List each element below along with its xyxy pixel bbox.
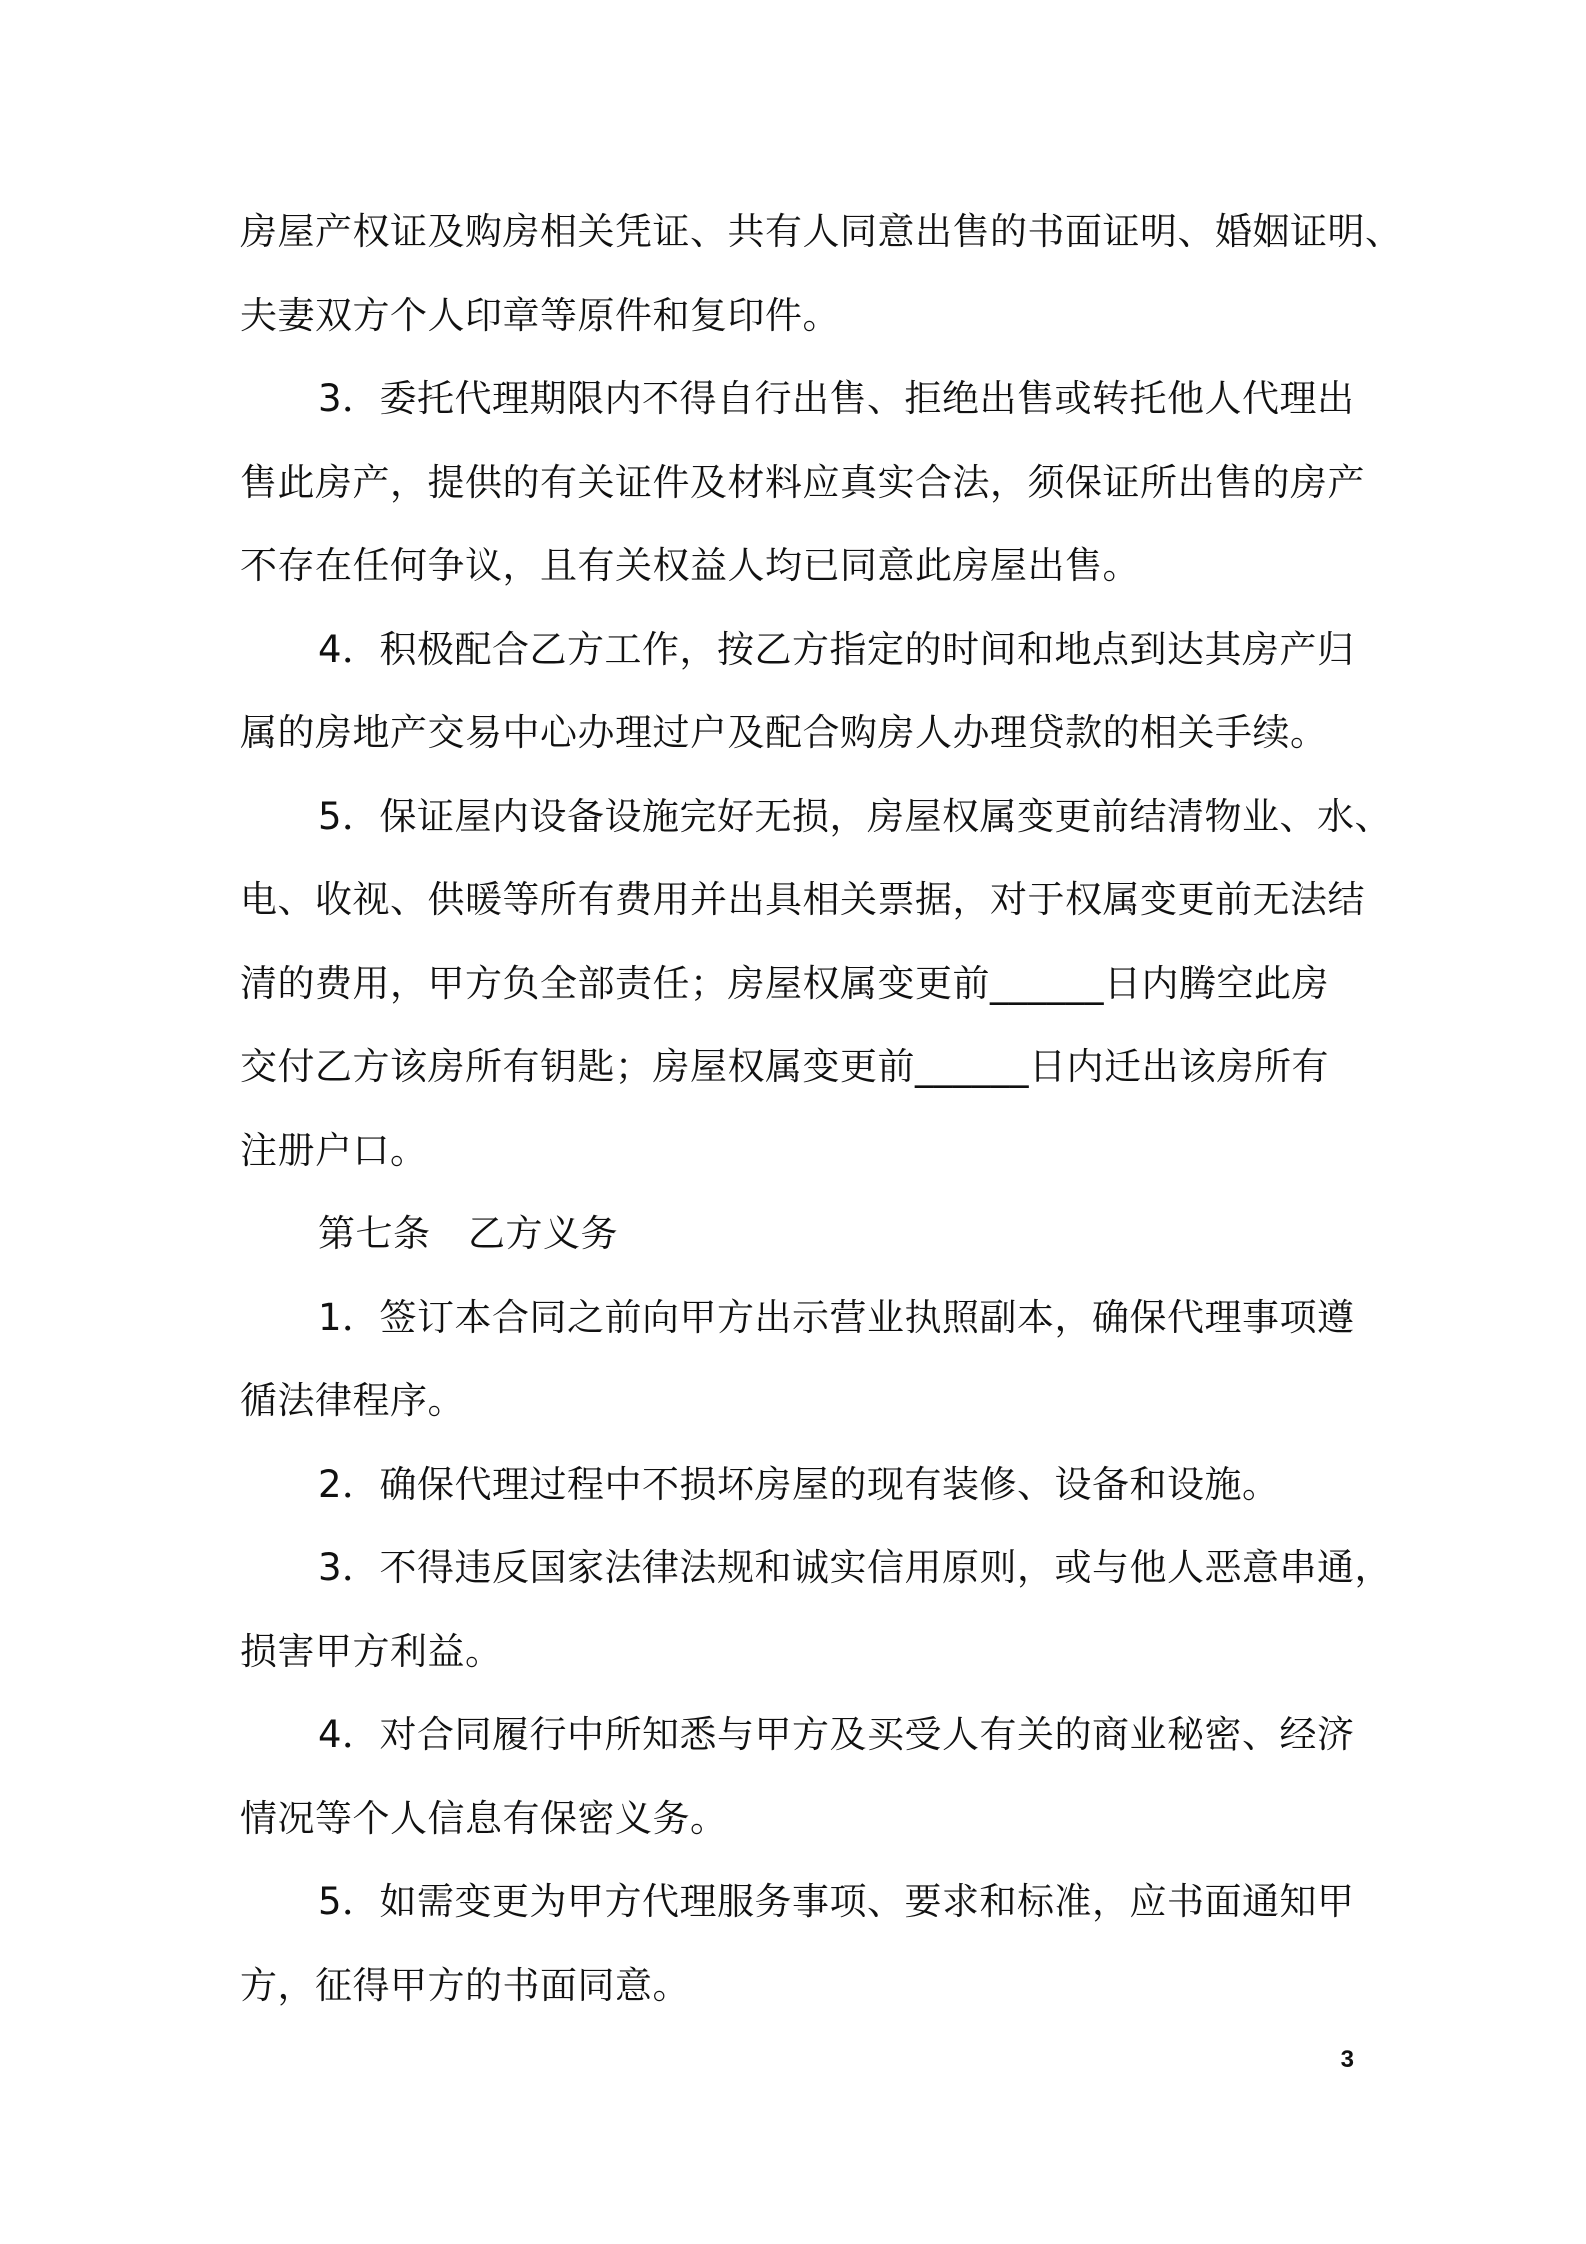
text-line: 情况等个人信息有保密义务。 xyxy=(240,1796,728,1840)
text-line: 不存在任何争议，且有关权益人均已同意此房屋出售。 xyxy=(240,544,1140,587)
section-heading: 第七条 乙方义务 xyxy=(318,1212,618,1255)
text-line: 房屋产权证及购房相关凭证、共有人同意出售的书面证明、婚姻证明、 xyxy=(240,210,1403,253)
page-number: 3 xyxy=(1340,2046,1354,2073)
text-line: 方，征得甲方的书面同意。 xyxy=(240,1963,690,2007)
text-line: 5．保证屋内设备设施完好无损，房屋权属变更前结清物业、水、 xyxy=(318,794,1393,838)
text-line: 3．不得违反国家法律法规和诚实信用原则，或与他人恶意串通， xyxy=(318,1546,1393,1589)
text-line: 5．如需变更为甲方代理服务事项、要求和标准，应书面通知甲 xyxy=(318,1880,1355,1923)
text-line: 1．签订本合同之前向甲方出示营业执照副本，确保代理事项遵 xyxy=(318,1295,1355,1339)
text-line: 电、收视、供暖等所有费用并出具相关票据，对于权属变更前无法结 xyxy=(240,878,1365,921)
text-line: 损害甲方利益。 xyxy=(240,1629,503,1673)
text-line: 3．委托代理期限内不得自行出售、拒绝出售或转托他人代理出 xyxy=(318,377,1355,420)
text-line: 循法律程序。 xyxy=(240,1379,465,1422)
text-line: 交付乙方该房所有钥匙；房屋权属变更前______日内迁出该房所有 xyxy=(240,1045,1329,1088)
text-line: 4．积极配合乙方工作，按乙方指定的时间和地点到达其房产归 xyxy=(318,627,1355,671)
text-line: 注册户口。 xyxy=(240,1128,428,1172)
text-line: 4．对合同履行中所知悉与甲方及买受人有关的商业秘密、经济 xyxy=(318,1713,1355,1756)
document-body xyxy=(240,190,1403,2027)
text-line: 2．确保代理过程中不损坏房屋的现有装修、设备和设施。 xyxy=(318,1462,1280,1506)
text-line: 售此房产，提供的有关证件及材料应真实合法，须保证所出售的房产 xyxy=(240,460,1365,504)
text-line: 夫妻双方个人印章等原件和复印件。 xyxy=(240,293,840,337)
text-line: 清的费用，甲方负全部责任；房屋权属变更前______日内腾空此房 xyxy=(240,961,1329,1005)
text-line: 属的房地产交易中心办理过户及配合购房人办理贷款的相关手续。 xyxy=(240,711,1328,754)
